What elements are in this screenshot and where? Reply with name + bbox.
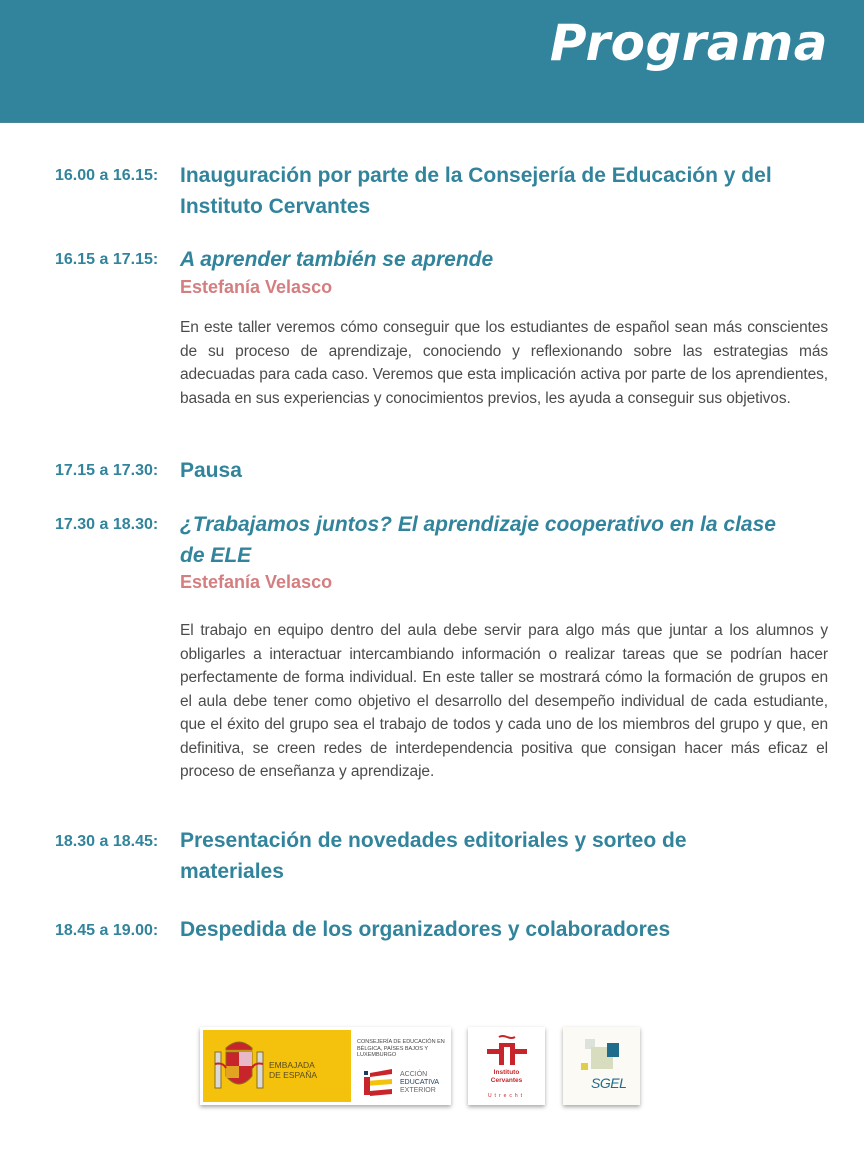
sgel-logo (563, 1027, 640, 1105)
header-banner (0, 0, 864, 123)
session-title: A aprender también se aprende (180, 248, 494, 271)
session-title-line: de ELE (180, 544, 252, 567)
speaker-name: Estefanía Velasco (180, 572, 333, 592)
embajada-logo (200, 1027, 451, 1105)
session-title: Despedida de los organizadores y colaboradores (180, 918, 671, 941)
session-title (180, 160, 820, 222)
time-slot: 16.15 a 17.15: (55, 251, 159, 268)
cervantes-line: Instituto (493, 1069, 520, 1076)
cervantes-text (468, 1069, 545, 1085)
page-title: Programa (549, 14, 828, 72)
speaker-name: Estefanía Velasco (180, 277, 333, 297)
consejeria-text: CONSEJERÍA DE EDUCACIÓN EN BÉLGICA, PAÍSES BAJOS Y LUXEMBURGO (357, 1039, 445, 1058)
accion-line: EDUCATIVA (400, 1079, 440, 1086)
cervantes-line: Cervantes (490, 1077, 523, 1084)
time-slot: 17.30 a 18.30: (55, 516, 159, 533)
embajada-yellow-panel (203, 1030, 351, 1102)
session-title-line: Inauguración por parte de la Consejería de Educación y del (180, 164, 772, 187)
coat-of-arms-icon (211, 1036, 267, 1098)
accion-line: EXTERIOR (400, 1087, 436, 1094)
session-title (180, 825, 820, 887)
session-title: Pausa (180, 459, 242, 482)
session-title (180, 509, 820, 571)
cervantes-city: Utrecht (487, 1093, 526, 1099)
embajada-line: DE ESPAÑA (269, 1070, 318, 1080)
session-title-line: Presentación de novedades editoriales y sorteo de (180, 829, 687, 852)
session-title-line: ¿Trabajamos juntos? El aprendizaje cooperativo en la clase (180, 513, 776, 536)
time-slot: 17.15 a 17.30: (55, 462, 159, 479)
cervantes-symbol-icon (485, 1035, 529, 1067)
embajada-text (269, 1060, 317, 1080)
session-description: En este taller veremos cómo conseguir que los estudiantes de español sean más conscientes de su proceso de aprendizaje, conociendo y reflexionando sobre las estrategias más adecuadas para cada caso. Veremos que esta implicación activa por parte de los aprendientes, basada en sus experiencias y conocimientos previos, les ayuda a conseguir sus objetivos. (180, 319, 828, 407)
time-slot: 18.30 a 18.45: (55, 833, 159, 850)
accion-line: ACCIÓN (400, 1071, 428, 1078)
accion-educativa-text (400, 1071, 439, 1095)
session-description: El trabajo en equipo dentro del aula debe servir para algo más que juntar a los alumnos y obligarles a interactuar intercambiando información o realizar tareas que se podrían hacer perfectamente de forma individual. En este taller se mostrará cómo la formación de grupos en el aula debe tener como objetivo el desarrollo del desempeño individual de cada estudiante, que el éxito del grupo sea el trabajo de todos y cada uno de los miembros del grupo y que, en definitiva, se creen redes de interdependencia positiva que consigan hacer más eficaz el proceso de enseñanza y aprendizaje. (180, 622, 828, 780)
session-title-line: materiales (180, 860, 284, 883)
time-slot: 18.45 a 19.00: (55, 922, 159, 939)
session-title-line: Instituto Cervantes (180, 195, 371, 218)
accion-educativa-icon (362, 1067, 396, 1099)
instituto-cervantes-logo (468, 1027, 545, 1105)
embajada-line: EMBAJADA (269, 1060, 315, 1070)
sgel-name: SGEL (591, 1075, 627, 1091)
time-slot: 16.00 a 16.15: (55, 167, 159, 184)
